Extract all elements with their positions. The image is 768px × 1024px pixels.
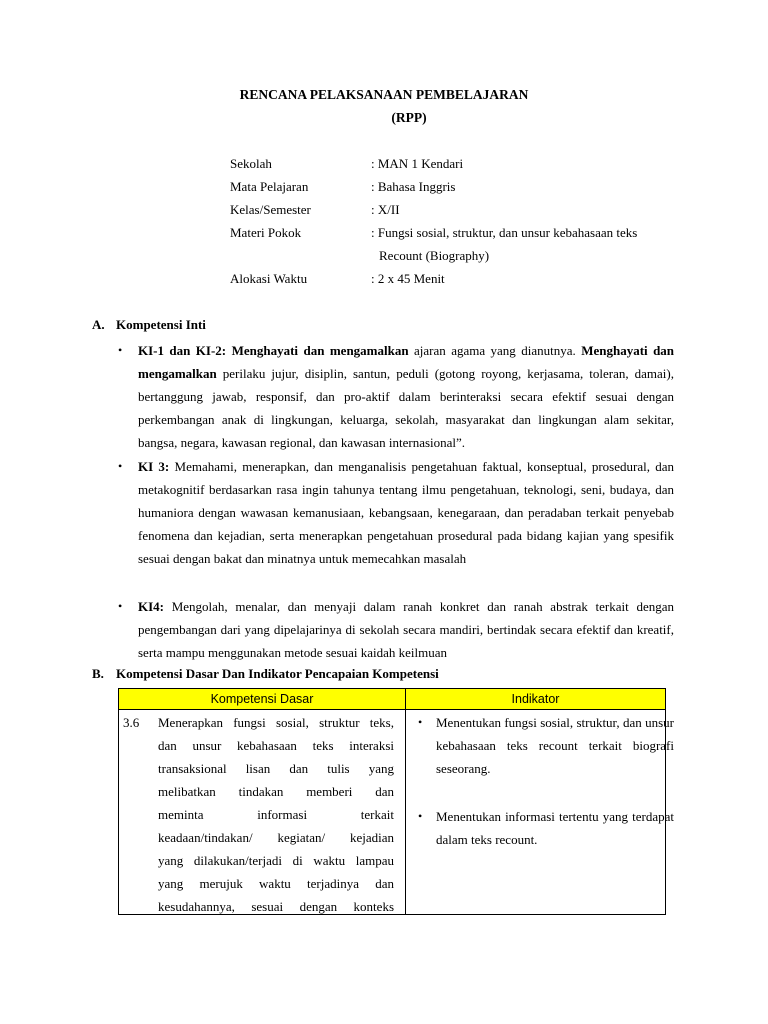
kd-line: keadaan/tindakan/ kegiatan/ kejadian: [158, 830, 394, 845]
info-value: : X/II: [371, 202, 400, 217]
ki-text: perilaku jujur, disiplin, santun, peduli (gotong royong, kerjasama, toleran, damai), bertanggung jawab, responsif, dan pro-aktif dalam berinteraksi secara efektif sesuai dengan perkembangan anak di lingkungan, keluarga, sekolah, masyarakat dan lingkungan alam sekitar, bangsa, negara, kawasan regional, dan kawasan internasional”.: [138, 366, 674, 450]
info-label: Mata Pelajaran: [230, 179, 309, 194]
ki-4-paragraph: [138, 595, 674, 664]
indicator-text: Menentukan informasi tertentu yang terdapat dalam teks recount.: [436, 809, 674, 847]
info-value: : Fungsi sosial, struktur, dan unsur kebahasaan teks: [371, 225, 638, 240]
ki-bold: Menghayati dan mengamalkan: [231, 343, 409, 358]
table-row: [119, 710, 666, 915]
kompetensi-table: [118, 688, 674, 915]
kd-number: 3.6: [123, 715, 140, 730]
info-row-materi-pokok: [230, 222, 690, 268]
bullet-icon: •: [418, 715, 423, 729]
bullet-icon: •: [118, 343, 123, 357]
info-value: : MAN 1 Kendari: [371, 156, 464, 171]
section-letter: B.: [92, 666, 104, 681]
table-header-row: [119, 689, 666, 710]
info-row-mata-pelajaran: [230, 176, 690, 198]
bullet-icon: •: [418, 809, 423, 823]
info-row-kelas-semester: [230, 199, 690, 221]
ki-3-paragraph: [138, 455, 674, 570]
section-heading-text: Kompetensi Dasar Dan Indikator Pencapaian Kompetensi: [116, 666, 439, 681]
info-label: Kelas/Semester: [230, 202, 311, 217]
bullet-icon: •: [118, 599, 123, 613]
ki-1-2-paragraph: [138, 339, 674, 454]
ki-lead: KI 3:: [138, 459, 170, 474]
section-heading-text: Kompetensi Inti: [116, 317, 206, 332]
ki-lead: KI4:: [138, 599, 164, 614]
kd-line: dan unsur kebahasaan teks interaksi: [158, 738, 394, 753]
info-label: Sekolah: [230, 156, 272, 171]
info-label: Alokasi Waktu: [230, 271, 308, 286]
ki-text: Mengolah, menalar, dan menyaji dalam ranah konkret dan ranah abstrak terkait dengan pengembangan dari yang dipelajarinya di sekolah secara mandiri, bertindak secara efektif dan kreatif, serta mampu menggunakan metode sesuai kaidah keilmuan: [138, 599, 675, 660]
ki-bold: Menghayati dan mengamalkan: [138, 343, 675, 381]
kd-line: yang dilakukan/terjadi di waktu lampau: [158, 853, 394, 868]
info-row-alokasi-waktu: [230, 268, 690, 290]
info-label: Materi Pokok: [230, 225, 302, 240]
kd-cell: [119, 710, 406, 915]
document-title: RENCANA PELAKSANAAN PEMBELAJARAN: [239, 87, 529, 102]
info-value: : 2 x 45 Menit: [371, 271, 445, 286]
header-indikator: Indikator: [406, 689, 666, 710]
kd-line: Menerapkan fungsi sosial, struktur teks,: [158, 715, 394, 730]
indicator-text: Menentukan fungsi sosial, struktur, dan unsur kebahasaan teks recount terkait biografi seseorang.: [436, 715, 674, 776]
header-kompetensi-dasar: Kompetensi Dasar: [119, 689, 406, 710]
kd-line: yang merujuk waktu terjadinya dan: [158, 876, 394, 891]
info-value: : Bahasa Inggris: [371, 179, 456, 194]
kd-line: kesudahannya, sesuai dengan konteks: [158, 899, 394, 914]
ki-text: ajaran agama yang dianutnya.: [414, 343, 576, 358]
bullet-icon: •: [118, 459, 123, 473]
kd-line: meminta informasi terkait: [158, 807, 394, 822]
indikator-cell: [406, 710, 674, 915]
kd-line: transaksional lisan dan tulis yang: [158, 761, 394, 776]
ki-text: Memahami, menerapkan, dan menganalisis pengetahuan faktual, konseptual, prosedural, dan metakognitif berdasarkan rasa ingin tahunya tentang ilmu pengetahuan, teknologi, seni, budaya, dan humaniora dengan wawasan kemanusiaan, kebangsaan, kenegaraan, dan peradaban terkait penyebab fenomena dan kejadian, serta menerapkan pengetahuan prosedural pada bidang kajian yang spesifik sesuai dengan bakat dan minatnya untuk memecahkan masalah: [138, 459, 674, 566]
ki-lead: KI-1 dan KI-2:: [138, 343, 227, 358]
info-row-sekolah: [230, 153, 690, 175]
kd-text: [158, 711, 394, 918]
document-subtitle: (RPP): [391, 110, 427, 125]
section-a-heading: [92, 317, 206, 333]
section-letter: A.: [92, 317, 105, 332]
section-b-heading: [92, 666, 439, 682]
kd-line: melibatkan tindakan memberi dan: [158, 784, 394, 799]
info-value-continued: Recount (Biography): [379, 248, 490, 263]
